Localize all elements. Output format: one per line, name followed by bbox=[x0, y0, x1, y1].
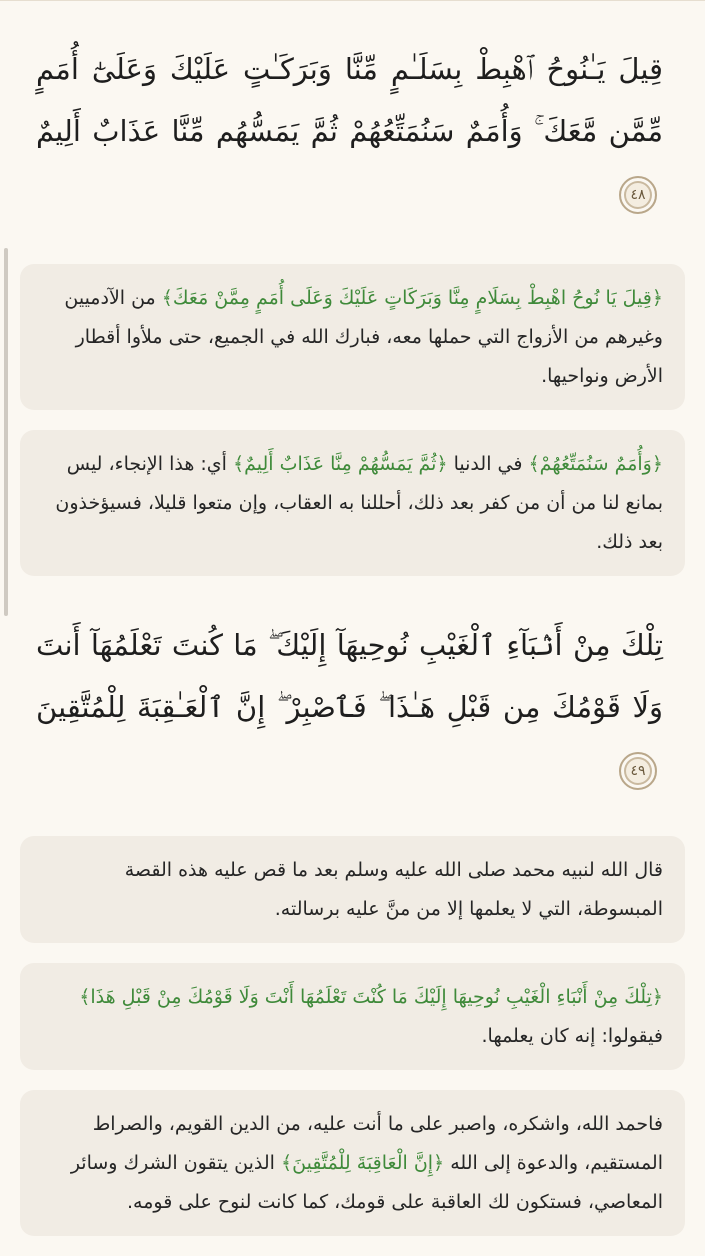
tafsir-card-2 bbox=[20, 430, 685, 576]
tafsir-text: فاحمد الله، واشكره، واصبر على ما أنت عليه، من الدين القويم، والصراط المستقيم، والدعوة إلى الله bbox=[92, 1113, 663, 1174]
tafsir-card-1 bbox=[20, 264, 685, 410]
tafsir-text: فيقولوا: إنه كان يعلمها. bbox=[481, 1025, 663, 1047]
quran-quote: ﴿ثُمَّ يَمَسُّهُمْ مِنَّا عَذَابٌ أَلِيمٌ﴾ bbox=[232, 453, 448, 475]
verse-49-text: تِلْكَ مِنْ أَنۢبَآءِ ٱلْغَيْبِ نُوحِيهَآ إِلَيْكَ ۖ مَا كُنتَ تَعْلَمُهَآ أَنتَ وَلَا قَوْمُكَ مِن قَبْلِ هَـٰذَا ۖ فَٱصْبِرْ ۖ إِنَّ ٱلْعَـٰقِبَةَ لِلْمُتَّقِينَ bbox=[36, 628, 663, 724]
quran-quote: ﴿إِنَّ الْعَاقِبَةَ لِلْمُتَّقِينَ﴾ bbox=[280, 1152, 445, 1174]
verse-48-number: ٤٨ bbox=[630, 187, 646, 203]
tafsir-text: أي: هذا الإنجاء، ليس بمانع لنا من أن من كفر بعد ذلك، أحللنا به العقاب، وإن متعوا قليلا، فسيؤخذون بعد ذلك. bbox=[55, 453, 663, 553]
verse-49 bbox=[20, 614, 685, 800]
quran-quote: ﴿وَأُمَمٌ سَنُمَتِّعُهُمْ﴾ bbox=[528, 453, 663, 475]
quran-quote: ﴿قِيلَ يَا نُوحُ اهْبِطْ بِسَلَامٍ مِنَّا وَبَرَكَاتٍ عَلَيْكَ وَعَلَى أُمَمٍ مِمَّنْ مَعَكَ﴾ bbox=[161, 287, 663, 309]
tafsir-text: الذين يتقون الشرك وسائر المعاصي، فستكون لك العاقبة على قومك، كما كانت لنوح على قومه. bbox=[70, 1152, 663, 1213]
quran-quote: ﴿تِلْكَ مِنْ أَنْبَاءِ الْغَيْبِ نُوحِيهَا إِلَيْكَ مَا كُنْتَ تَعْلَمُهَا أَنْتَ وَلَا قَوْمُكَ مِنْ قَبْلِ هَذَا﴾ bbox=[79, 986, 663, 1008]
verse-48 bbox=[20, 38, 685, 224]
verse-48-text: قِيلَ يَـٰنُوحُ ٱهْبِطْ بِسَلَـٰمٍ مِّنَّا وَبَرَكَـٰتٍ عَلَيْكَ وَعَلَىٰٓ أُمَمٍ مِّمَّن مَّعَكَ ۚ وَأُمَمٌ سَنُمَتِّعُهُمْ ثُمَّ يَمَسُّهُم مِّنَّا عَذَابٌ أَلِيمٌ bbox=[36, 52, 663, 148]
tafsir-card-5 bbox=[20, 1090, 685, 1236]
tafsir-card-4 bbox=[20, 963, 685, 1070]
tafsir-card-3 bbox=[20, 836, 685, 943]
ayah-number-ornament-icon bbox=[619, 176, 657, 214]
tafsir-page bbox=[20, 38, 685, 1256]
ayah-number-ornament-icon bbox=[619, 752, 657, 790]
tafsir-text: في الدنيا bbox=[447, 453, 529, 475]
scroll-indicator[interactable] bbox=[4, 248, 8, 616]
top-divider bbox=[0, 0, 705, 1]
verse-49-number: ٤٩ bbox=[630, 763, 646, 779]
tafsir-text: قال الله لنبيه محمد صلى الله عليه وسلم بعد ما قص عليه هذه القصة المبسوطة، التي لا يعلمها إلا من منَّ عليه برسالته. bbox=[124, 859, 663, 920]
tafsir-text: من الآدميين وغيرهم من الأزواج التي حملها معه، فبارك الله في الجميع، حتى ملأوا أقطار الأرض ونواحيها. bbox=[64, 287, 663, 387]
